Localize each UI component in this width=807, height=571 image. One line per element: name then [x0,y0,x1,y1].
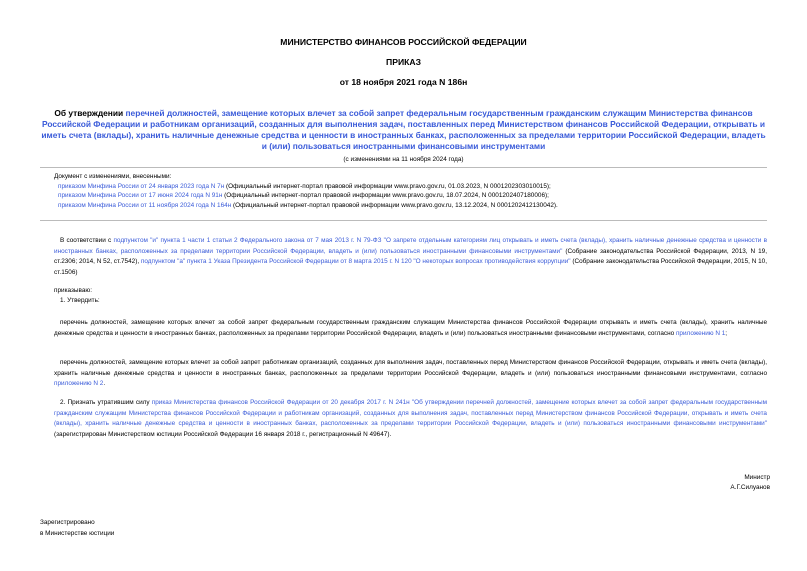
changes-item-text: (Официальный интернет-портал правовой информации www.pravo.gov.ru, 18.07.2024, N 0001202407180006); [222,192,549,200]
appendix-1-link[interactable]: приложению N 1 [675,329,726,337]
edition-note: (с изменениями на 11 ноября 2024 года) [343,156,464,163]
title-prefix: Об утверждении [54,108,126,118]
ministry-heading: МИНИСТЕРСТВО ФИНАНСОВ РОССИЙСКОЙ ФЕДЕРАЦИИ [280,37,527,47]
date-number-heading: от 18 ноября 2021 года N 186н [339,77,468,87]
list-item-text: перечень должностей, замещение которых влечет за собой запрет работникам организаций, созданных для выполнения задач, поставленных перед Министерством финансов Российской Федерации, открывать и иметь счета (вклады), хранить наличные денежные средства и ценности в иностранных банках, расположенных за пределами территории Российской Федерации, владеть и (или) пользоваться иностранными финансовыми инструментами, согласно [54,359,767,377]
appendix-2-link[interactable]: приложению N 2 [54,380,104,388]
changes-item-link[interactable]: приказом Минфина России от 11 ноября 2024 года N 164н [58,201,232,209]
doc-type-heading: ПРИКАЗ [386,57,421,67]
basis-text: В соответствии с [60,237,114,244]
repealed-order-link[interactable]: приказ Министерства финансов Российской Федерации от 20 декабря 2017 г. N 241н "Об утверждении перечней должностей, замещение которых влечет за собой запрет федеральным государственным гражданским служащим Министерства финансов Российской Федерации и работникам организаций, созданных для выполнения задач, поставленных перед Министерством финансов Российской Федерации, открывать и иметь счета (вклады), хранить наличные денежные средства и ценности в иностранных банках, расположенных за пределами территории Российской Федерации, владеть и (или) пользоваться иностранными финансовыми инструментами" [54,399,768,428]
divider-top [40,167,767,168]
changes-list [54,172,754,210]
list-item-end: ; [725,329,728,337]
changes-item-link[interactable]: приказом Минфина России от 24 января 2023 года N 7н [58,182,225,190]
list-item-text: перечень должностей, замещение которых влечет за собой запрет федеральным государственным гражданским служащим Министерства финансов Российской Федерации открывать и иметь счета (вклады), хранить наличные денежные средства и ценности в иностранных банках, расположенных за пределами территории Российской Федерации, владеть и (или) пользоваться иностранными финансовыми инструментами, согласно [54,319,767,337]
divider-bottom [40,220,767,221]
list-item-1 [54,318,767,339]
changes-item [54,201,754,211]
basis-paragraph [54,236,767,278]
order-word: приказываю: [54,287,92,294]
changes-item [54,191,754,201]
registration-line-2: в Министерстве юстиции [40,530,115,537]
signature-position: Министр [744,474,770,481]
list-item-2 [54,358,767,390]
title-link[interactable]: перечней должностей, замещение которых влечет за собой запрет федеральным государственным гражданским служащим Министерства финансов Российской Федерации и работникам организаций, созданных для выполнения задач, поставленных перед Министерством финансов Российской Федерации, открывать и иметь счета (вклады), хранить наличные денежные средства и ценности в иностранных банках, расположенных за пределами территории Российской Федерации, владеть и (или) пользоваться иностранными финансовыми инструментами [41,108,766,151]
signature-name: А.Г.Силуанов [730,484,770,491]
document-title [40,108,767,152]
changes-item [54,182,754,192]
basis-text: (Собрание законодательства Российской Федерации, 2015, N 10, ст.1506) [54,258,767,276]
changes-heading: Документ с изменениями, внесенными: [54,173,172,180]
changes-item-text: (Официальный интернет-портал правовой информации www.pravo.gov.ru, 01.03.2023, N 0001202303010015); [224,182,551,190]
basis-text: (Собрание законодательства Российской Федерации, 2013, N 19, ст.2306; 2014, N 52, ст.7542), [54,247,767,266]
changes-item-link[interactable]: приказом Минфина России от 17 июня 2024 года N 91н [58,192,223,200]
item-2-text: 2. Признать утратившим силу [60,399,152,406]
changes-item-text: (Официальный интернет-портал правовой информации www.pravo.gov.ru, 13.12.2024, N 0001202412130042). [231,201,558,209]
basis-law-link[interactable]: подпунктом "и" пункта 1 части 1 статьи 2 Федерального закона от 7 мая 2013 г. N 79-ФЗ "О запрете отдельным категориям лиц открывать и иметь счета (вклады), хранить наличные денежные средства и ценности в иностранных банках, расположенных за пределами территории Российской Федерации, владеть и (или) пользоваться иностранными финансовыми инструментами" [54,237,767,255]
item-2-paragraph [54,398,767,440]
item-1-heading: 1. Утвердить: [60,297,100,304]
basis-decree-link[interactable]: подпунктом "а" пункта 1 Указа Президента Российской Федерации от 8 марта 2015 г. N 120 "О некоторых вопросах противодействия коррупции" [140,258,571,266]
item-2-text: (зарегистрирован Министерством юстиции Российской Федерации 16 января 2018 г., регистрационный N 49647). [54,430,392,438]
registration-line-1: Зарегистрировано [40,519,95,526]
list-item-end: . [103,380,106,388]
